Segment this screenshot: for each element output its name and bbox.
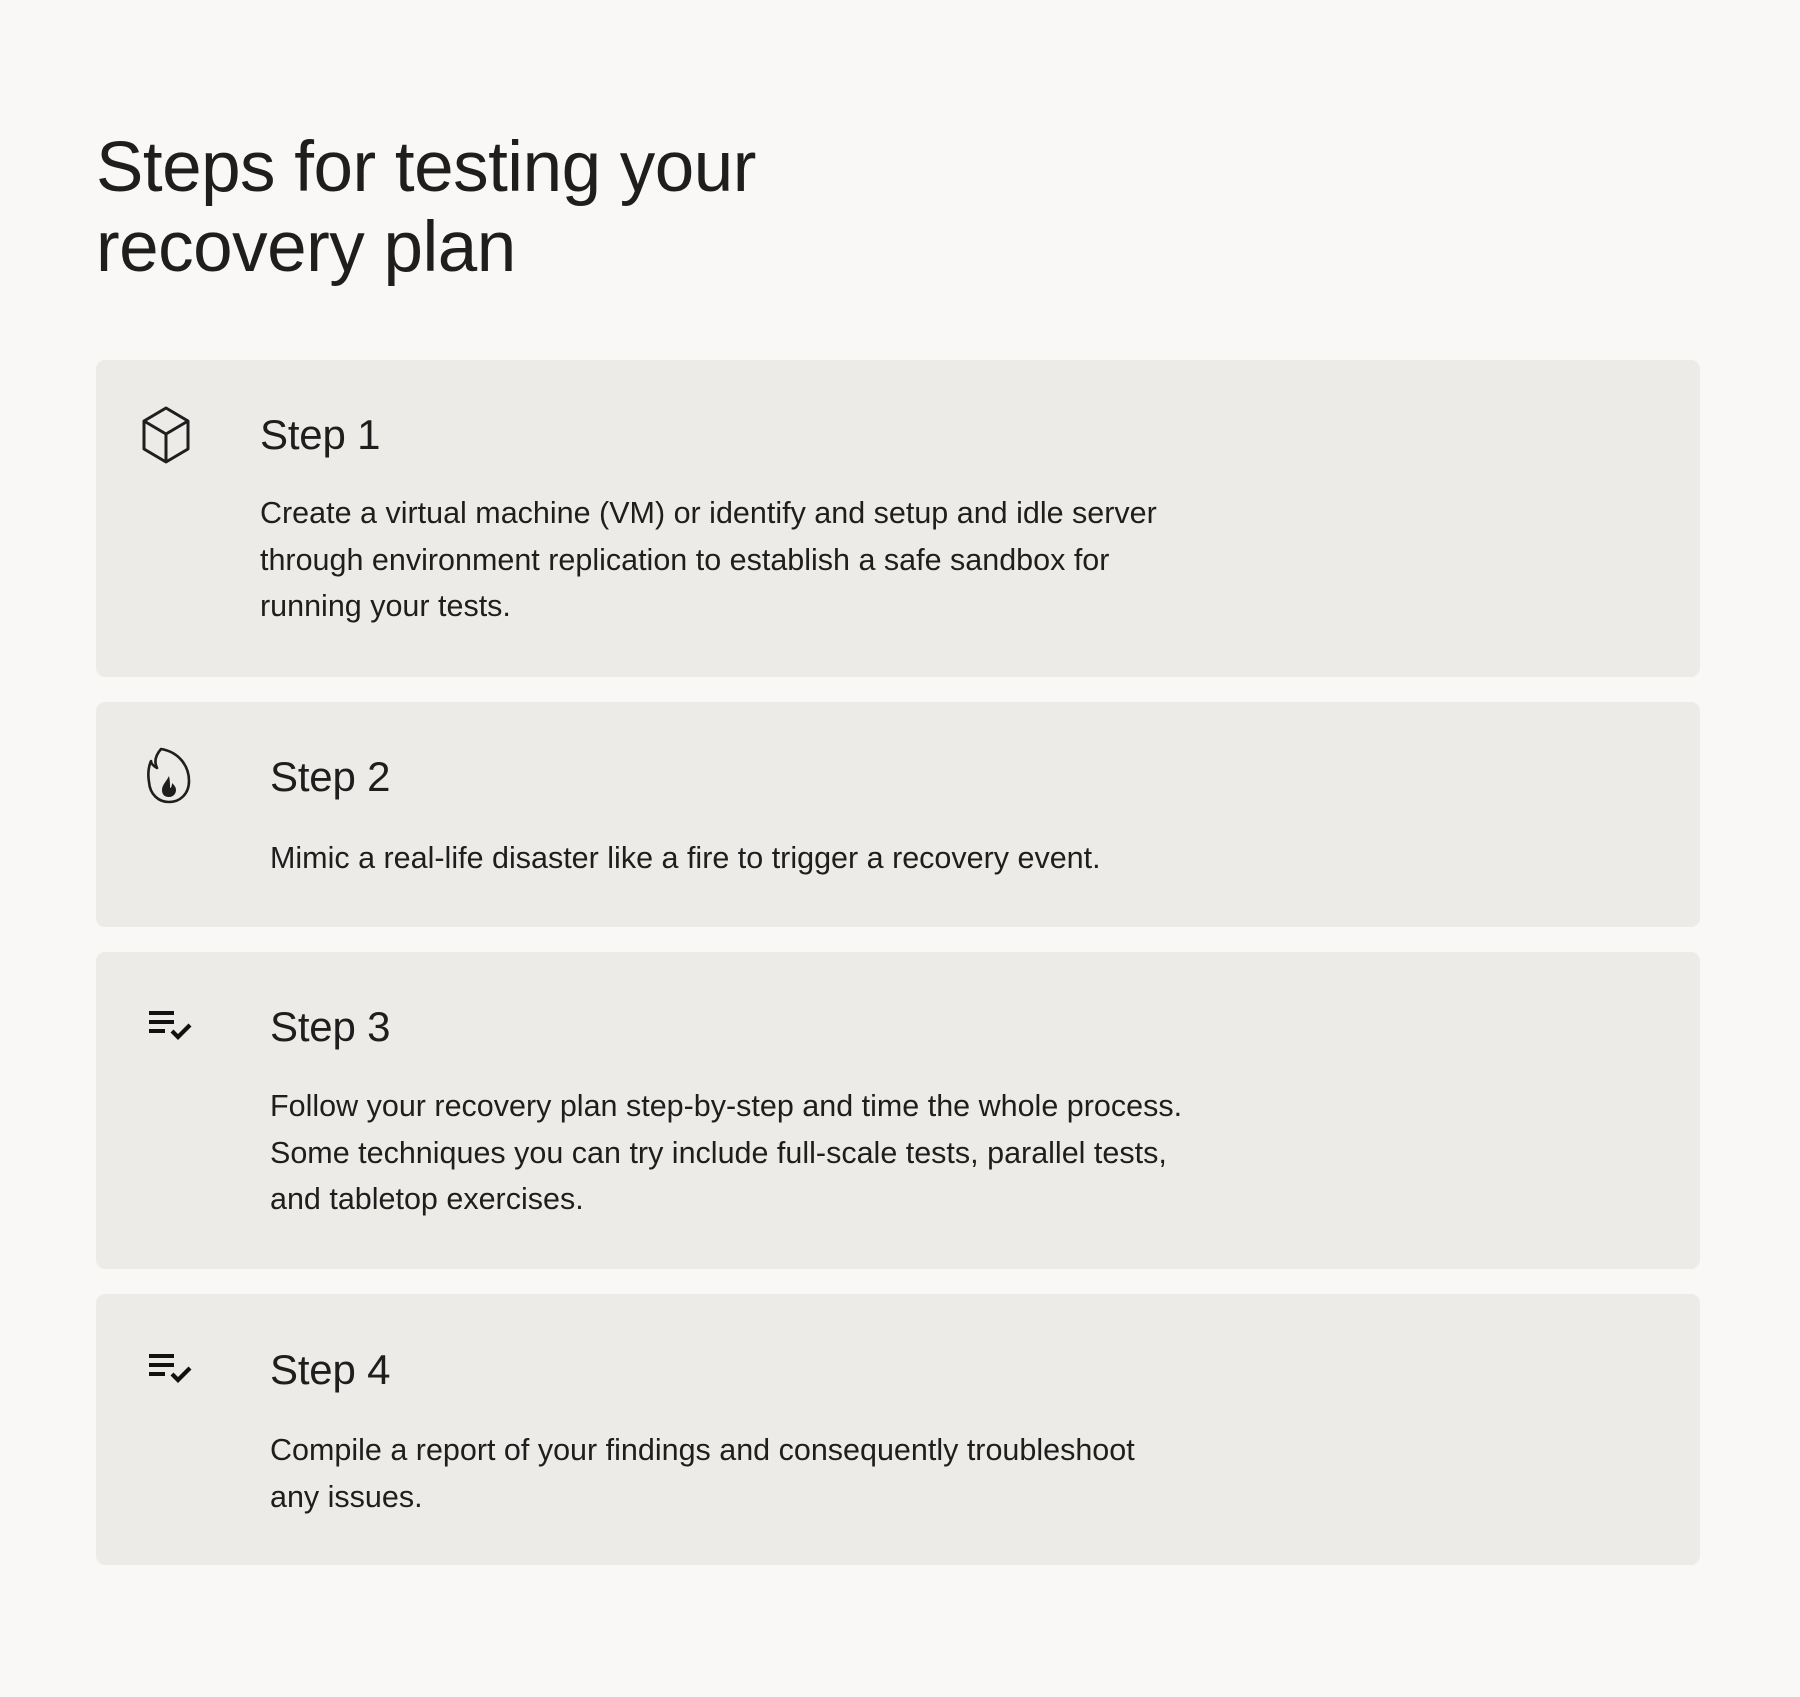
- steps-list: [96, 360, 1700, 1565]
- step-card-2: [96, 702, 1700, 927]
- list-check-icon: [149, 1354, 193, 1386]
- flame-icon: [147, 746, 191, 805]
- step-description: Create a virtual machine (VM) or identify and setup and idle server through environment replication to establish a safe sandbox for running your tests.: [260, 496, 1157, 623]
- step-description: Mimic a real-life disaster like a fire to trigger a recovery event.: [270, 841, 1101, 875]
- step-title: Step 2: [270, 753, 391, 800]
- step-title: Step 1: [260, 411, 381, 458]
- step-card-1: [96, 360, 1700, 677]
- page-title: [96, 128, 756, 288]
- list-check-icon: [149, 1011, 193, 1043]
- cube-icon: [142, 406, 190, 464]
- step-title: Step 4: [270, 1346, 391, 1393]
- step-card-4: [96, 1294, 1700, 1565]
- step-title: Step 3: [270, 1003, 391, 1050]
- page-title-line-2: recovery plan: [96, 208, 516, 287]
- step-description: Follow your recovery plan step-by-step and time the whole process. Some techniques you can try include full-scale tests, parallel tests, and tabletop exercises.: [270, 1089, 1183, 1216]
- page-title-line-1: Steps for testing your: [96, 128, 756, 207]
- step-description: Compile a report of your findings and consequently troubleshoot any issues.: [270, 1433, 1135, 1514]
- step-card-3: [96, 952, 1700, 1269]
